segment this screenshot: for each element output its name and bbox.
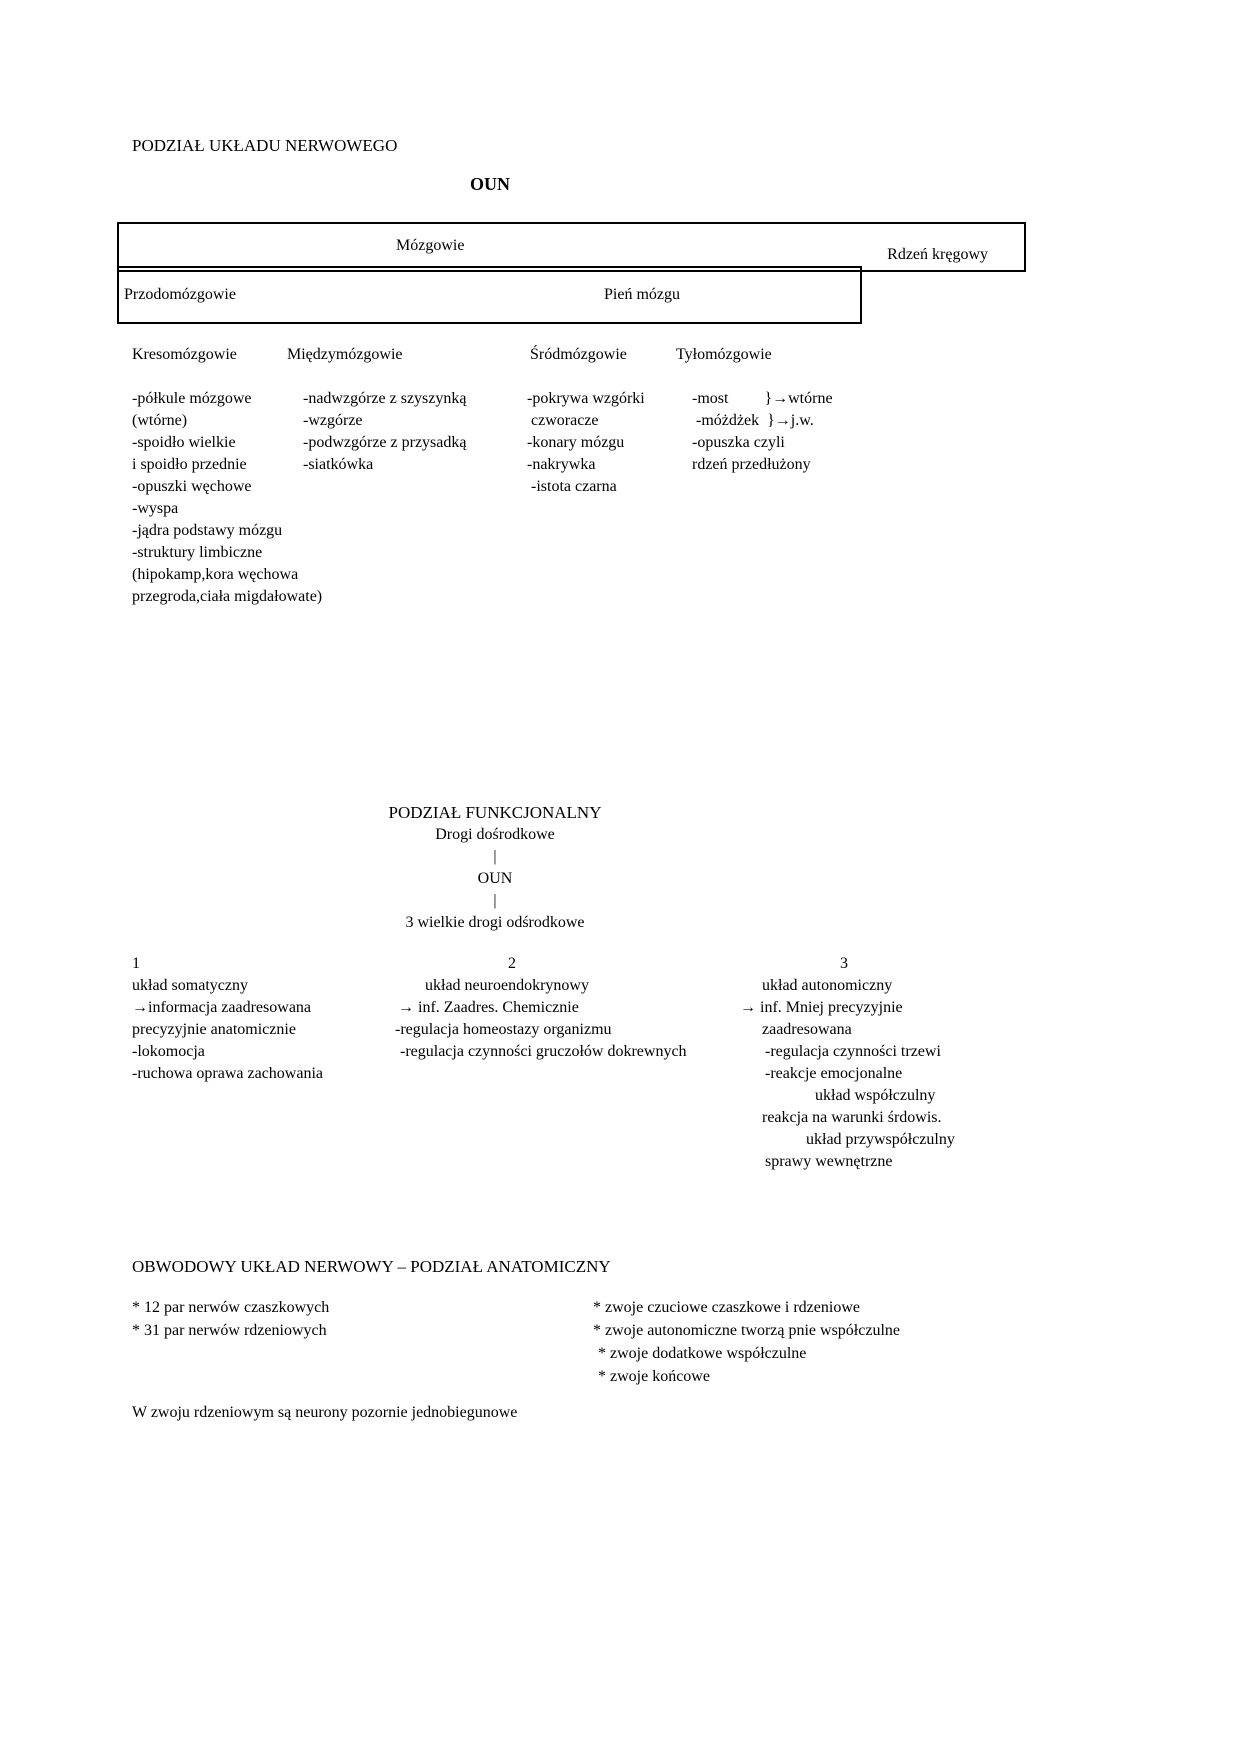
list-item: * zwoje dodatkowe współczulne: [598, 1345, 807, 1362]
system-line: -lokomocja: [132, 1043, 205, 1060]
peripheral-left-list: [132, 1296, 462, 1342]
column-body: [527, 388, 697, 498]
column-line: (wtórne): [132, 412, 188, 429]
connector-line: |: [493, 848, 497, 865]
system-line: układ autonomiczny: [762, 977, 893, 994]
column-line: i spoidło przednie: [132, 456, 247, 473]
somatic-system-column: [132, 953, 432, 1085]
peripheral-title: OBWODOWY UKŁAD NERWOWY – PODZIAŁ ANATOMICZNY: [132, 1257, 611, 1276]
peripheral-right-list: [593, 1296, 993, 1388]
system-line: -regulacja czynności trzewi: [765, 1043, 941, 1060]
column-miedzymozgowie: [287, 344, 517, 476]
column-line: -móżdżek }→j.w.: [692, 412, 814, 429]
column-body: [692, 388, 876, 476]
system-line: układ współczulny: [815, 1087, 936, 1104]
system-line: -regulacja czynności gruczołów dokrewnych: [400, 1043, 687, 1060]
column-line: -jądra podstawy mózgu: [132, 522, 283, 539]
column-line: -podwzgórze z przysadką: [303, 434, 467, 451]
system-line: → inf. Mniej precyzyjnie: [740, 999, 903, 1016]
oun-center-label: OUN: [477, 870, 513, 887]
system-number: 3: [840, 955, 848, 972]
column-line: czworacze: [527, 412, 599, 429]
system-line: układ neuroendokrynowy: [425, 977, 589, 994]
system-line: precyzyjnie anatomicznie: [132, 1021, 296, 1038]
list-item: * zwoje końcowe: [598, 1368, 710, 1385]
column-line: -wyspa: [132, 500, 179, 517]
list-item: * zwoje autonomiczne tworzą pnie współczulne: [593, 1322, 900, 1339]
system-line: -reakcje emocjonalne: [765, 1065, 903, 1082]
forebrain-label: Przodomózgowie: [124, 286, 236, 303]
column-line: -konary mózgu: [527, 434, 625, 451]
afferent-label: Drogi dośrodkowe: [435, 826, 555, 843]
column-line: -pokrywa wzgórki: [527, 390, 645, 407]
system-line: →informacja zaadresowana: [132, 999, 312, 1016]
column-line: -spoidło wielkie: [132, 434, 236, 451]
column-line: -istota czarna: [527, 478, 617, 495]
system-line: -regulacja homeostazy organizmu: [395, 1021, 612, 1038]
list-item: * 12 par nerwów czaszkowych: [132, 1299, 330, 1316]
cns-outer-box: [117, 222, 1026, 272]
system-line: zaadresowana: [762, 1021, 852, 1038]
functional-title: PODZIAŁ FUNKCJONALNY: [388, 803, 602, 822]
oun-heading: OUN: [470, 174, 510, 194]
column-line: -wzgórze: [303, 412, 363, 429]
system-line: reakcja na warunki śrdowis.: [762, 1109, 942, 1126]
column-line: -struktury limbiczne: [132, 544, 263, 561]
list-item: * zwoje czuciowe czaszkowe i rdzeniowe: [593, 1299, 860, 1316]
column-line: -nakrywka: [527, 456, 596, 473]
column-body: [303, 388, 517, 476]
system-line: układ somatyczny: [132, 977, 248, 994]
column-line: -most }→wtórne: [692, 390, 833, 407]
connector-line: |: [493, 892, 497, 909]
autonomic-system-column: [740, 953, 1070, 1173]
column-line: -opuszki węchowe: [132, 478, 252, 495]
column-header: Kresomózgowie: [132, 346, 237, 363]
efferent-label: 3 wielkie drogi odśrodkowe: [405, 914, 585, 931]
system-number: 1: [132, 955, 140, 972]
column-line: -siatkówka: [303, 456, 374, 473]
column-line: (hipokamp,kora węchowa: [132, 566, 299, 583]
neuroendocrine-system-column: [395, 953, 755, 1063]
list-item: * 31 par nerwów rdzeniowych: [132, 1322, 327, 1339]
column-tylomozgowie: [676, 344, 876, 476]
column-srodmozgowie: [527, 344, 697, 498]
forebrain-brainstem-box: [117, 266, 862, 324]
system-line: → inf. Zaadres. Chemicznie: [398, 999, 579, 1016]
brainstem-label: Pień mózgu: [604, 286, 680, 303]
spinal-cord-label: Rdzeń kręgowy: [887, 246, 988, 263]
system-line: sprawy wewnętrzne: [765, 1153, 893, 1170]
system-line: układ przywspółczulny: [806, 1131, 955, 1148]
column-header: Międzymózgowie: [287, 346, 403, 363]
spinal-ganglion-note: W zwoju rdzeniowym są neurony pozornie jednobiegunowe: [132, 1404, 518, 1421]
column-line: -półkule mózgowe: [132, 390, 252, 407]
system-line: -ruchowa oprawa zachowania: [132, 1065, 324, 1082]
column-line: przegroda,ciała migdałowate): [132, 588, 323, 605]
functional-division-block: [117, 802, 873, 934]
column-line: -opuszka czyli: [692, 434, 785, 451]
column-line: -nadwzgórze z szyszynką: [303, 390, 467, 407]
column-line: rdzeń przedłużony: [692, 456, 811, 473]
column-header: Tyłomózgowie: [676, 346, 772, 363]
brain-label: Mózgowie: [396, 237, 465, 254]
column-header: Śródmózgowie: [530, 346, 627, 363]
system-number: 2: [508, 955, 516, 972]
document-title: PODZIAŁ UKŁADU NERWOWEGO: [132, 136, 398, 155]
